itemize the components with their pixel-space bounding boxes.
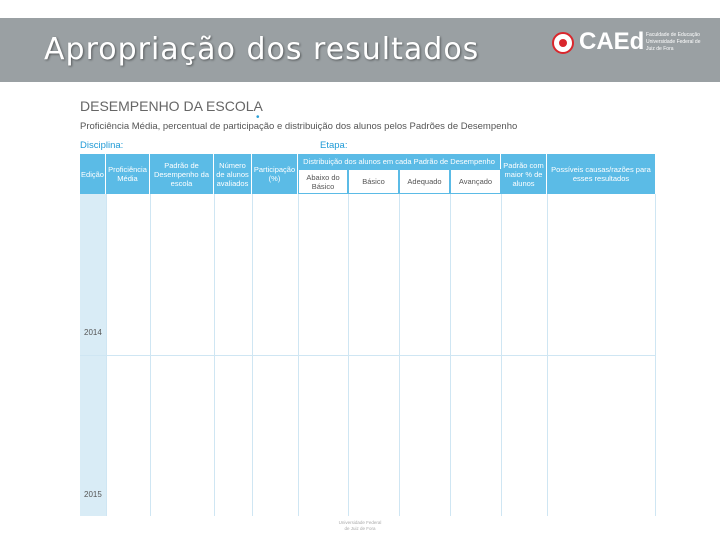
column-header-participation: Participação (%) <box>252 154 298 194</box>
column-group-distribution: Distribuição dos alunos em cada Padrão de Desempenho <box>298 154 501 169</box>
footer-note <box>320 520 400 532</box>
form-subtitle: Proficiência Média, percentual de participação e distribuição dos alunos pelos Padrões de Desempenho <box>80 121 518 132</box>
table-row-edition-2014: 2014 <box>84 328 102 337</box>
title-banner <box>0 18 720 82</box>
subcolumn-advanced: Avançado <box>450 169 501 194</box>
discipline-field-label: Disciplina: <box>80 140 124 151</box>
column-header-students-evaluated: Número de alunos avaliados <box>214 154 252 194</box>
caed-logo-icon <box>552 32 574 54</box>
slide-title: Apropriação dos resultados <box>44 32 480 67</box>
performance-table <box>80 154 656 516</box>
column-header-performance-standard: Padrão de Desempenho da escola <box>150 154 214 194</box>
column-header-causes: Possíveis causas/razões para esses resultados <box>547 154 656 194</box>
subcolumn-basic: Básico <box>348 169 399 194</box>
caed-logo <box>552 30 712 70</box>
table-row-edition-2015: 2015 <box>84 490 102 499</box>
footer-line-2: de Juiz de Fora <box>344 526 376 531</box>
row-divider <box>80 355 656 356</box>
subcolumn-below-basic: Abaixo do Básico <box>298 169 348 194</box>
form-heading: DESEMPENHO DA ESCOLA <box>80 98 263 114</box>
footer-line-1: Universidade Federal <box>338 520 382 525</box>
column-header-top-standard: Padrão com maior % de alunos <box>501 154 547 194</box>
logo-subtitle: Faculdade de Educação Universidade Federal de Juiz de Fora <box>646 32 701 52</box>
stage-field-label: Etapa: <box>320 140 348 151</box>
dot-icon: • <box>256 112 260 123</box>
logo-name: CAEd <box>579 28 645 55</box>
subcolumn-adequate: Adequado <box>399 169 450 194</box>
column-header-proficiency: Proficiência Média <box>106 154 150 194</box>
column-header-edition: Edição <box>80 154 106 194</box>
table-body <box>80 194 656 516</box>
school-performance-form <box>80 96 656 516</box>
